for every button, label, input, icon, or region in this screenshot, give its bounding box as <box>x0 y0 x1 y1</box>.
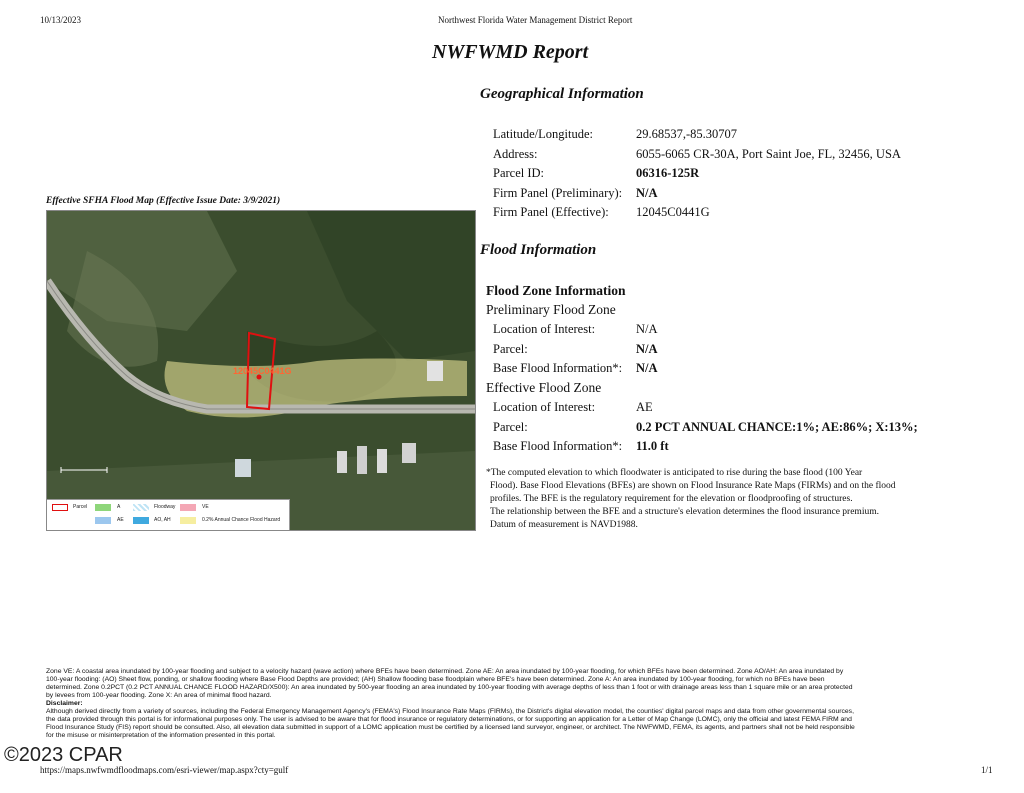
legend-swatch-ve <box>180 504 196 511</box>
flood-value: 0.2 PCT ANNUAL CHANCE:1%; AE:86%; X:13%; <box>636 420 918 434</box>
bfe-note <box>486 467 956 532</box>
bfe-note-line: *The computed elevation to which floodwater is anticipated to rise during the base flood (100 Year <box>486 468 863 478</box>
zone-definition-line: by levees from 100-year flooding. Zone X: An area of minimal flood hazard. <box>46 692 272 699</box>
disclaimer-title: Disclaimer: <box>46 700 83 707</box>
geo-value: 06316-125R <box>636 166 700 180</box>
flood-value: N/A <box>636 322 658 336</box>
bfe-note-line: The relationship between the BFE and a structure's elevation determines the flood insurance premium. <box>490 507 879 517</box>
geo-label: Address: <box>493 147 538 161</box>
flood-label: Parcel: <box>493 420 528 434</box>
flood-value: 11.0 ft <box>636 439 669 453</box>
geo-row-address <box>0 145 1024 165</box>
geo-label: Parcel ID: <box>493 166 545 180</box>
preliminary-zone-heading: Preliminary Flood Zone <box>486 302 616 317</box>
flood-value: N/A <box>636 361 658 375</box>
prelim-row-parcel <box>0 340 1024 360</box>
legend-swatch-ao-ah <box>133 517 149 524</box>
flood-label: Base Flood Information*: <box>493 361 623 375</box>
legend-swatch-ae <box>95 517 111 524</box>
legend-label: VE <box>202 504 209 510</box>
disclaimer-line: Flood Insurance Study (FIS) report should be consulted. Also, all elevation data submitted in support of a LOMC application must be certified by a licensed land surveyor, engineer, or architect. The NWFWMD, FEMA, its agents, and partners shall not be held responsible <box>46 724 855 731</box>
eff-row-location <box>0 398 1024 418</box>
geo-row-latlon <box>0 125 1024 145</box>
page-title: NWFWMD Report <box>432 41 589 63</box>
geo-heading: Geographical Information <box>480 86 644 102</box>
disclaimer-line: for the misuse or misinterpretation of the information presented in this portal. <box>46 732 276 739</box>
zone-definition-line: 100-year flooding: (AO) Sheet flow, ponding, or shallow flooding where Base Flood Depths are provided; (AH) Shallow flooding base floodplain where BFE's have been determined. Zone A: An area inundated by 100-year flooding, for which no BFEs have been <box>46 676 825 683</box>
geo-value: N/A <box>636 186 658 200</box>
flood-label: Base Flood Information*: <box>493 439 623 453</box>
flood-value: N/A <box>636 342 658 356</box>
copyright-watermark: ©2023 CPAR <box>4 744 123 766</box>
bfe-note-line: Datum of measurement is NAVD1988. <box>490 520 638 530</box>
legend-label: AO, AH <box>154 517 171 523</box>
legend-label: Parcel <box>73 504 88 510</box>
legend-swatch-parcel <box>52 504 68 511</box>
legend-label: AE <box>117 517 124 523</box>
eff-row-parcel <box>0 418 1024 438</box>
zone-definition-line: determined. Zone 0.2PCT (0.2 PCT ANNUAL CHANCE FLOOD HAZARD/X500): An area inundated by 500-year flooding an area inundated by 100-year flooding with average depths of less than 1 foot or with drainage areas less than 1 square mile or an area protected <box>46 684 853 691</box>
prelim-row-location <box>0 320 1024 340</box>
bfe-note-line: Flood). Base Flood Elevations (BFEs) are shown on Flood Insurance Rate Maps (FIRMs) and on the flood <box>490 481 896 491</box>
legend-label: 0.2% Annual Chance Flood Hazard <box>202 517 281 523</box>
eff-row-bfe <box>0 437 1024 457</box>
legend-swatch-shaded <box>180 517 196 524</box>
zone-definition-line: Zone VE: A coastal area inundated by 100-year flooding and subject to a velocity hazard (wave action) where BFEs have been determined. Zone AE: An area inundated by 100-year flooding, for which BFEs have been determined. Zone AO/AH: An area inundated by <box>46 668 844 675</box>
geo-value: 29.68537,-85.30707 <box>636 127 738 141</box>
flood-zone-info-heading: Flood Zone Information <box>486 283 626 298</box>
legend-label: Floodway <box>154 504 176 510</box>
disclaimer-line: the data provided through this portal is for informational purposes only. The user is advised to be aware that for flood insurance or regulatory determinations, or for supporting an application for a Letter of Map Change (LOMC), only the official and latest FEMA FIRM and <box>46 716 852 723</box>
geo-label: Firm Panel (Effective): <box>493 205 609 219</box>
map-legend <box>47 499 290 530</box>
legend-label: A <box>117 504 121 510</box>
source-url[interactable]: https://maps.nwfwmdfloodmaps.com/esri-viewer/map.aspx?cty=gulf <box>40 765 289 775</box>
legend-swatch-floodway <box>133 504 149 511</box>
flood-label: Parcel: <box>493 342 528 356</box>
legend-swatch-a <box>95 504 111 511</box>
flood-value: AE <box>636 400 653 414</box>
prelim-row-bfe <box>0 359 1024 379</box>
geo-label: Firm Panel (Preliminary): <box>493 186 623 200</box>
map-title: Effective SFHA Flood Map (Effective Issue Date: 3/9/2021) <box>46 196 281 206</box>
print-date: 10/13/2023 <box>40 15 82 25</box>
disclaimer-line: Although derived directly from a variety of sources, including the Federal Emergency Management Agency's (FEMA's) Flood Insurance Rate Maps (FIRMs), the District's digital elevation model, the counties' digital parcel maps and data from other governmental sources, <box>46 708 854 715</box>
page-number: 1/1 <box>981 765 993 775</box>
geo-row-parcel-id <box>0 164 1024 184</box>
flood-label: Location of Interest: <box>493 322 596 336</box>
geo-label: Latitude/Longitude: <box>493 127 593 141</box>
effective-zone-heading: Effective Flood Zone <box>486 380 602 395</box>
flood-heading: Flood Information <box>480 242 597 258</box>
zone-definitions <box>46 668 986 740</box>
flood-label: Location of Interest: <box>493 400 596 414</box>
geo-value: 6055-6065 CR-30A, Port Saint Joe, FL, 32456, USA <box>636 147 901 161</box>
bfe-note-line: profiles. The BFE is the regulatory requirement for the elevation or floodproofing of structures. <box>490 494 853 504</box>
map-panel-label: 12045C0441G <box>233 366 292 376</box>
report-header-name: Northwest Florida Water Management District Report <box>438 15 633 25</box>
geo-value: 12045C0441G <box>636 205 710 219</box>
